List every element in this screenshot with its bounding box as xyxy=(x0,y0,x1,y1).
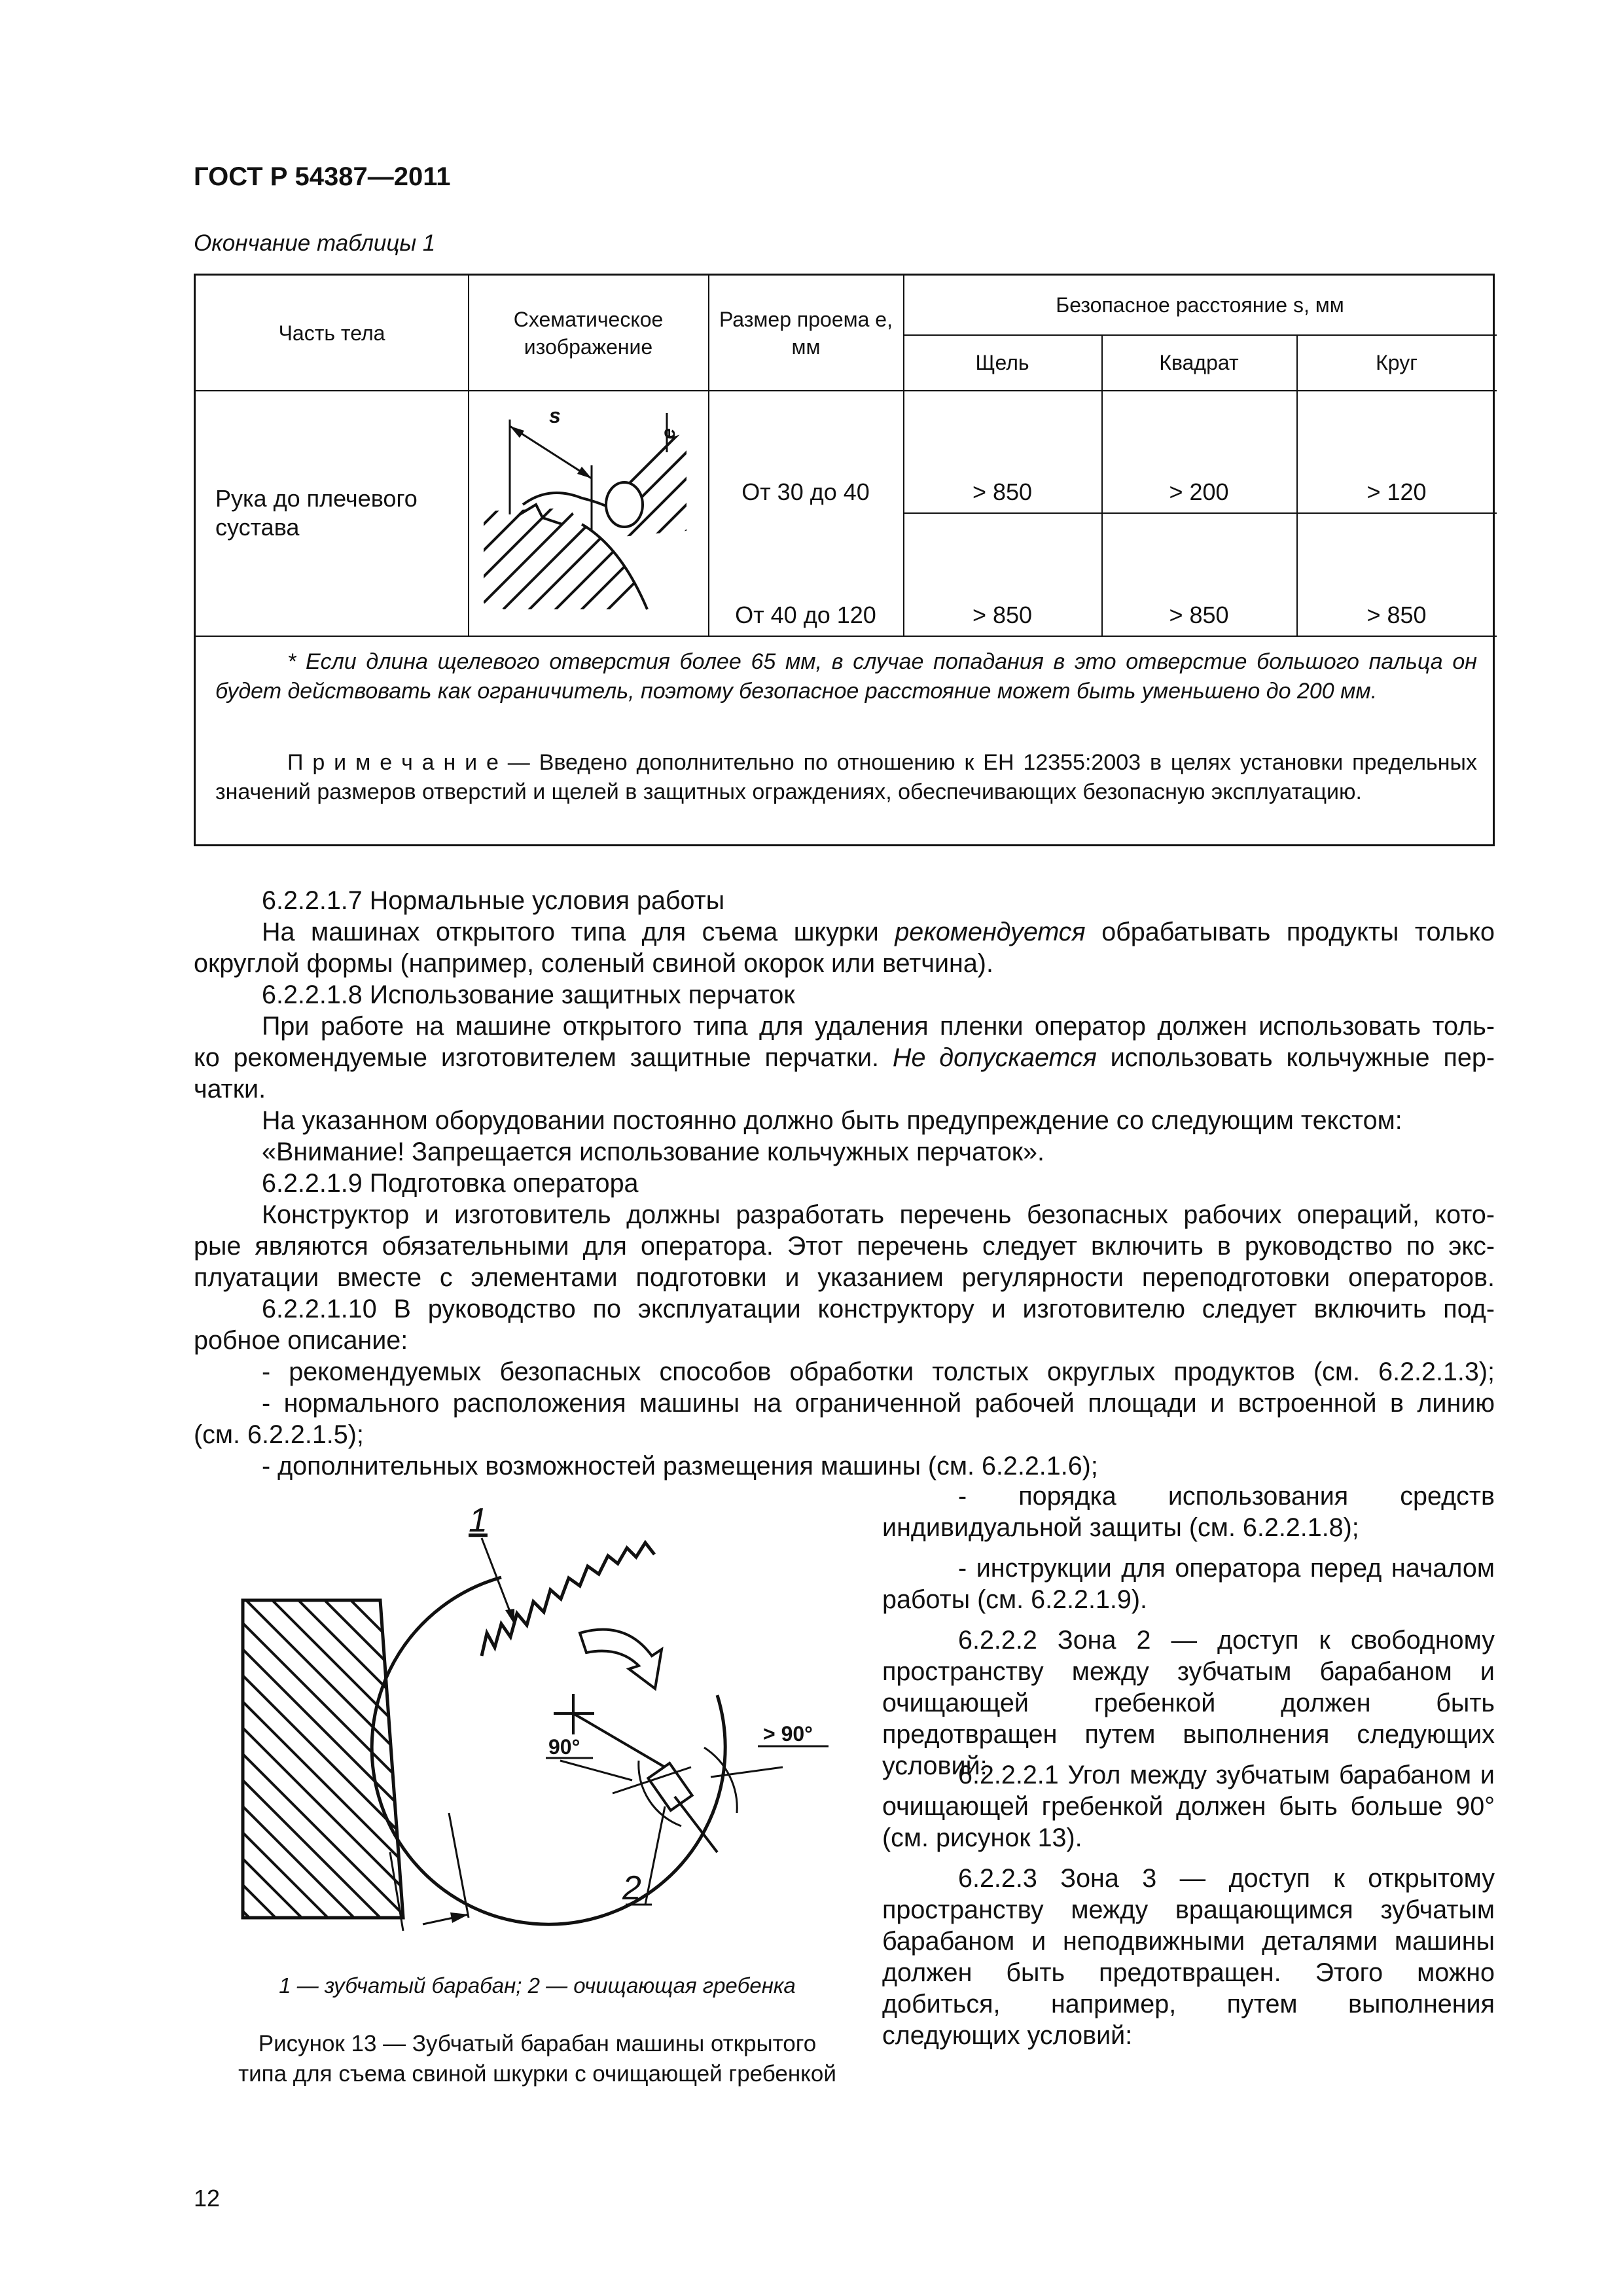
cell-square-row2: > 850 xyxy=(1169,601,1229,628)
emphasis-not-allowed: Не допускается xyxy=(892,1043,1097,1072)
header-safe-distance: Безопасное расстояние s, мм xyxy=(1056,293,1344,317)
section-6-2-2-1-9-line2: рые являются обязательными для оператора. Этот перечень следует включить в руководство по экс- xyxy=(194,1232,1495,1261)
arm-opening-sketch xyxy=(484,400,693,629)
header-opening-size: Размер проема е, мм xyxy=(719,307,893,359)
cell-opening-row2: От 40 до 120 xyxy=(735,601,876,628)
figure-label-1: 1 xyxy=(469,1501,488,1539)
section-6-2-2-2-1: 6.2.2.2.1 Угол между зубчатым барабаном и очищающей гребенкой должен быть больше 90° (см. рисунок 13). xyxy=(882,1761,1495,1852)
list-item-5: - инструкции для оператора перед началом работы (см. 6.2.2.1.9). xyxy=(882,1554,1495,1614)
section-6-2-2-1-9-line3: плуатации вместе с элементами подготовки и указанием регулярности переподготовки операторов. xyxy=(194,1263,1495,1292)
header-circle: Круг xyxy=(1376,350,1418,374)
emphasis-recommended: рекомендуется xyxy=(895,918,1086,946)
page-number: 12 xyxy=(194,2185,221,2212)
section-6-2-2-2: 6.2.2.2 Зона 2 — доступ к свободному пространству между зубчатым барабаном и очищающей гребенкой должен быть предотвращен путем выполнения следующих условий: xyxy=(882,1626,1495,1780)
table-note xyxy=(215,748,1477,807)
cell-slot-row1: > 850 xyxy=(972,478,1033,505)
cell-opening-row1: От 30 до 40 xyxy=(741,478,870,505)
safety-distance-table xyxy=(194,274,1495,846)
header-schematic: Схематическое изображение xyxy=(513,307,664,359)
list-item-2-line1: - нормального расположения машины на ограниченной рабочей площади и встроенной в линию xyxy=(262,1389,1495,1418)
section-6-2-2-3: 6.2.2.3 Зона 3 — доступ к открытому пространству между вращающимся зубчатым барабаном и неподвижными деталями машины должен быть предотвращен. Этого можно добиться, например, путем выполнения следующих условий: xyxy=(882,1864,1495,2050)
list-item-2-line2: (см. 6.2.2.1.5); xyxy=(194,1420,364,1449)
text-span: обрабатывать продукты только xyxy=(1085,918,1495,946)
sketch-label-s: s xyxy=(549,404,561,427)
section-6-2-2-1-7-line2: округлой формы (например, соленый свиной окорок или ветчина). xyxy=(194,949,993,978)
cell-slot-row2: > 850 xyxy=(972,601,1033,628)
figure-label-2: 2 xyxy=(622,1869,641,1907)
figure-caption-line1: Рисунок 13 — Зубчатый барабан машины открытого xyxy=(258,2031,817,2056)
note-label: П р и м е ч а н и е xyxy=(287,750,499,775)
section-6-2-2-1-8-line3: чатки. xyxy=(194,1075,266,1103)
table-continuation-label: Окончание таблицы 1 xyxy=(194,230,436,256)
header-slot: Щель xyxy=(975,350,1029,374)
section-6-2-2-1-8-line2 xyxy=(194,1042,1495,1073)
note-text: — Введено дополнительно по отношению к ЕН 12355:2003 в целях установки предельных значений размеров отверстий и щелей в защитных ограждениях, обеспечивающих безопасную эксплуатацию. xyxy=(215,750,1477,804)
cell-circle-row2: > 850 xyxy=(1366,601,1427,628)
section-6-2-2-1-8-line1: При работе на машине открытого типа для удаления пленки оператор должен использовать толь- xyxy=(262,1012,1495,1041)
section-6-2-2-1-9-title: 6.2.2.1.9 Подготовка оператора xyxy=(262,1169,639,1198)
list-item-3: - дополнительных возможностей размещения машины (см. 6.2.2.1.6); xyxy=(262,1452,1098,1480)
table-footnote: * Если длина щелевого отверстия более 65 мм, в случае попадания в это отверстие большого пальца он будет действовать как ограничитель, поэтому безопасное расстояние может быть уменьшено до 200 мм. xyxy=(215,649,1477,704)
angle-label-gt90: > 90° xyxy=(763,1722,813,1746)
section-6-2-2-1-9-line1: Конструктор и изготовитель должны разработать перечень безопасных рабочих операций, кото- xyxy=(262,1200,1495,1229)
text-span: На машинах открытого типа для съема шкурки xyxy=(262,918,895,946)
figure-caption-line2: типа для съема свиной шкурки с очищающей гребенкой xyxy=(238,2061,836,2087)
section-6-2-2-1-7-title: 6.2.2.1.7 Нормальные условия работы xyxy=(262,886,725,915)
section-6-2-2-1-10-line2: робное описание: xyxy=(194,1326,408,1355)
warning-line2: «Внимание! Запрещается использование кольчужных перчаток». xyxy=(262,1138,1044,1166)
list-item-4: - порядка использования средств индивидуальной защиты (см. 6.2.2.1.8); xyxy=(882,1482,1495,1542)
warning-line1: На указанном оборудовании постоянно должно быть предупреждение со следующим текстом: xyxy=(262,1106,1402,1135)
figure-13-drum-drawing xyxy=(194,1486,874,1970)
section-6-2-2-1-8-title: 6.2.2.1.8 Использование защитных перчаток xyxy=(262,980,795,1009)
figure-legend: 1 — зубчатый барабан; 2 — очищающая гребенка xyxy=(279,1973,796,1998)
figure-caption xyxy=(194,2029,881,2089)
angle-label-90: 90° xyxy=(548,1735,580,1759)
section-6-2-2-1-10-line1: 6.2.2.1.10 В руководство по эксплуатации конструктору и изготовителю следует включить под- xyxy=(262,1295,1495,1323)
cell-circle-row1: > 120 xyxy=(1366,478,1427,505)
header-square: Квадрат xyxy=(1159,350,1239,374)
body-part-arm: Рука до плечевого сустава xyxy=(215,484,418,541)
header-body-part: Часть тела xyxy=(278,321,385,345)
cell-square-row1: > 200 xyxy=(1169,478,1229,505)
text-span: ко рекомендуемые изготовителем защитные перчатки. xyxy=(194,1043,893,1072)
text-span: использовать кольчужные пер- xyxy=(1096,1043,1495,1072)
document-code: ГОСТ Р 54387—2011 xyxy=(194,162,451,191)
section-6-2-2-1-7-line1 xyxy=(262,916,1495,948)
list-item-1: - рекомендуемых безопасных способов обработки толстых округлых продуктов (см. 6.2.2.1.3); xyxy=(262,1357,1495,1386)
sketch-label-e: e xyxy=(658,428,679,439)
